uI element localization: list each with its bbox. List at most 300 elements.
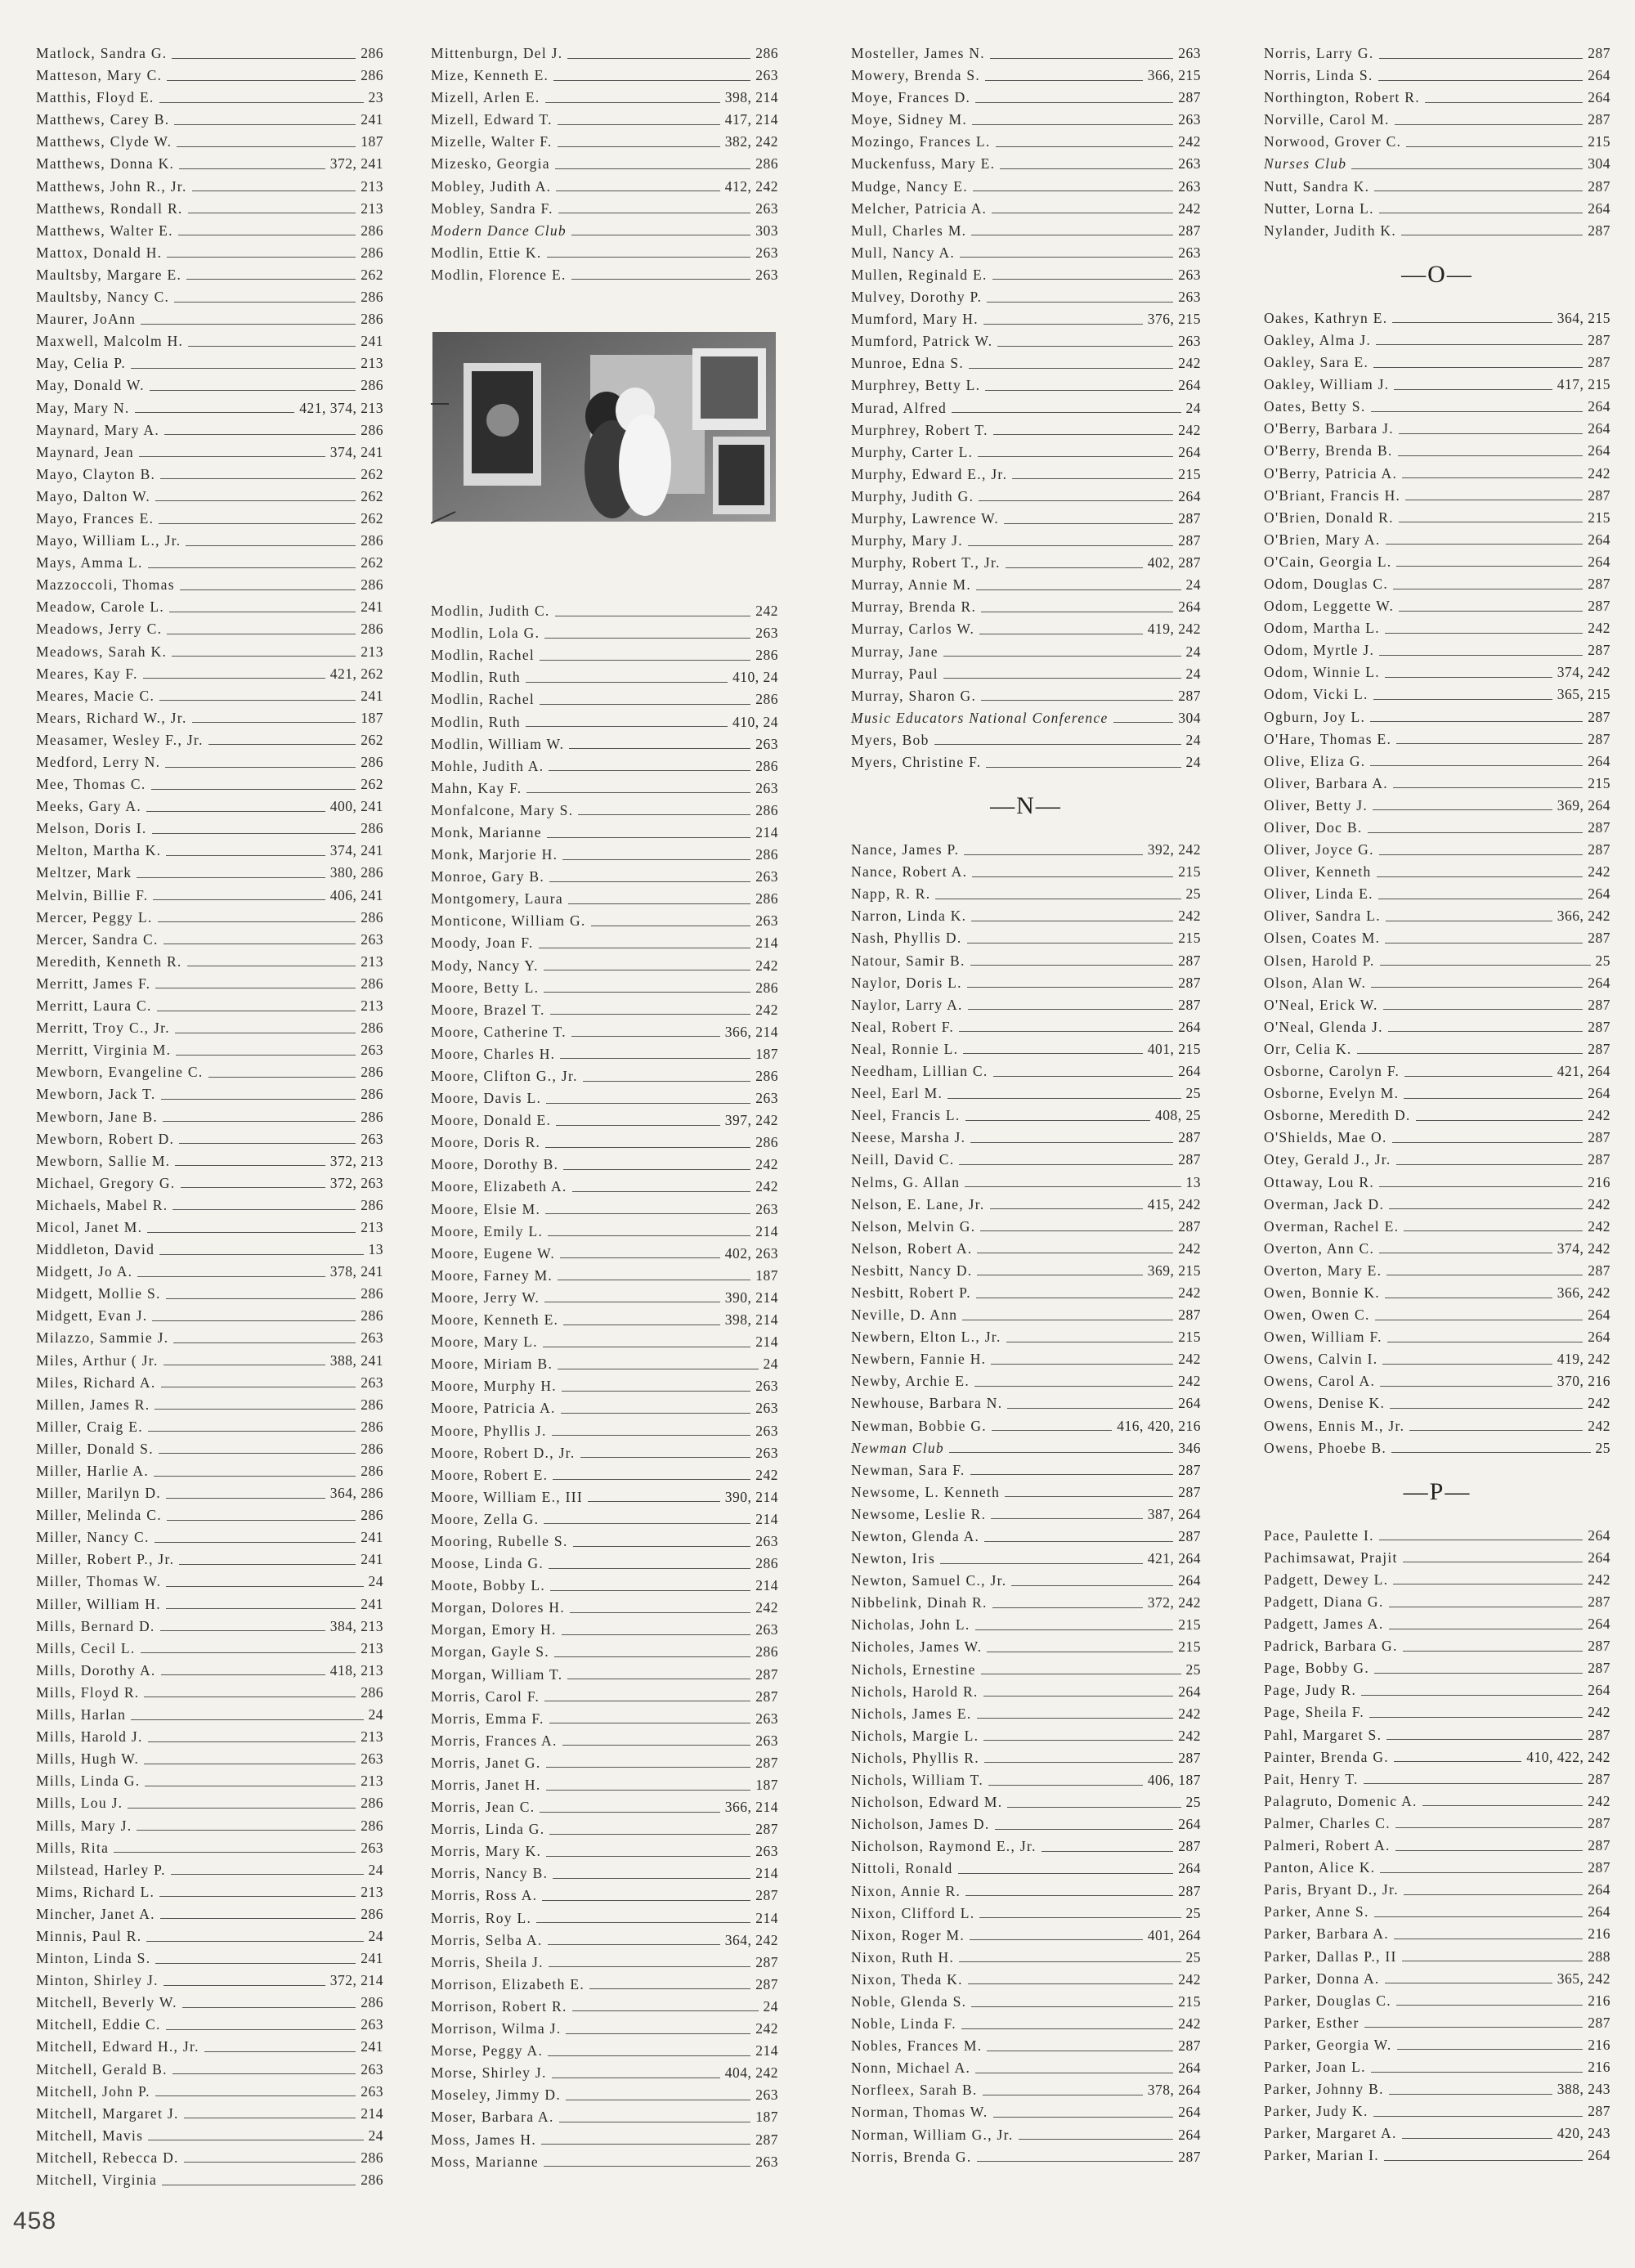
entry-pages: 263 — [755, 1200, 778, 1217]
entry-pages: 287 — [1178, 996, 1201, 1013]
leader-line — [567, 57, 750, 59]
index-entry — [36, 2081, 383, 2103]
index-entry — [851, 153, 1201, 175]
leader-line — [965, 1119, 1150, 1121]
entry-name: Mattox, Donald H. — [36, 244, 163, 261]
entry-pages: 242 — [1588, 1217, 1610, 1235]
entry-pages: 287 — [1588, 1262, 1610, 1279]
entry-name: Mobley, Judith A. — [431, 177, 552, 195]
leader-line — [148, 567, 356, 568]
entry-name: Nixon, Theda K. — [851, 1970, 963, 1988]
entry-pages: 263 — [755, 1532, 778, 1549]
index-entry — [1264, 817, 1610, 839]
entry-name: Morse, Shirley J. — [431, 2064, 547, 2082]
index-entry — [851, 1415, 1201, 1437]
leader-line — [1374, 190, 1583, 191]
leader-line — [164, 1364, 325, 1365]
index-entry — [1264, 220, 1610, 242]
entry-pages: 406, 187 — [1147, 1772, 1201, 1789]
entry-name: Moore, Miriam B. — [431, 1356, 553, 1373]
entry-name: Mayo, Frances E. — [36, 509, 155, 527]
entry-name: Mooring, Rubelle S. — [431, 1532, 568, 1549]
index-entry — [36, 176, 383, 198]
index-entry — [851, 1991, 1201, 2013]
entry-name: Norris, Brenda G. — [851, 2148, 972, 2165]
entry-pages: 287 — [1588, 1018, 1610, 1035]
entry-pages: 264 — [1178, 1816, 1201, 1833]
entry-pages: 262 — [361, 465, 383, 482]
entry-name: Music Educators National Conference — [851, 709, 1109, 726]
entry-pages: 286 — [361, 1108, 383, 1125]
leader-line — [987, 2050, 1173, 2051]
leader-line — [977, 2160, 1174, 2162]
leader-line — [981, 699, 1173, 701]
entry-pages: 366, 242 — [1557, 1284, 1610, 1301]
index-entry — [1264, 87, 1610, 109]
entry-pages: 398, 214 — [724, 89, 778, 106]
entry-name: Morris, Nancy B. — [431, 1865, 549, 1882]
leader-line — [1005, 1495, 1173, 1497]
entry-name: O'Shields, Mae O. — [1264, 1129, 1387, 1146]
index-entry — [1264, 1701, 1610, 1723]
entry-pages: 241 — [361, 1551, 383, 1568]
index-entry — [851, 1880, 1201, 1903]
leader-line — [166, 1298, 356, 1299]
index-entry — [431, 977, 778, 999]
entry-pages: 420, 243 — [1557, 2125, 1610, 2142]
leader-line — [155, 987, 356, 988]
entry-pages: 215 — [1588, 509, 1610, 526]
index-entry — [431, 1221, 778, 1243]
leader-line — [159, 101, 364, 103]
entry-pages: 264 — [1178, 1018, 1201, 1035]
entry-name: Mincher, Janet A. — [36, 1905, 155, 1922]
leader-line — [1379, 212, 1583, 213]
entry-name: Neel, Francis L. — [851, 1107, 961, 1124]
entry-pages: 242 — [1178, 1727, 1201, 1744]
leader-line — [965, 1894, 1173, 1896]
leader-line — [971, 2006, 1173, 2007]
leader-line — [947, 1097, 1180, 1099]
entry-name: Mee, Thomas C. — [36, 776, 146, 793]
entry-name: Neal, Ronnie L. — [851, 1040, 959, 1057]
entry-pages: 216 — [1588, 2036, 1610, 2053]
index-entry — [431, 153, 778, 175]
entry-name: Melvin, Billie F. — [36, 886, 149, 903]
index-entry — [1264, 684, 1610, 706]
index-entry — [36, 1261, 383, 1283]
entry-pages: 287 — [1588, 354, 1610, 371]
entry-name: Panton, Alice K. — [1264, 1859, 1376, 1876]
leader-line — [573, 1545, 751, 1547]
entry-name: Minton, Shirley J. — [36, 1972, 159, 1989]
index-entry — [851, 1038, 1201, 1060]
entry-pages: 287 — [1178, 952, 1201, 969]
entry-pages: 263 — [755, 199, 778, 217]
entry-pages: 287 — [755, 1887, 778, 1904]
leader-line — [1351, 168, 1583, 169]
entry-name: Midgett, Evan J. — [36, 1307, 148, 1324]
entry-pages: 378, 264 — [1147, 2082, 1201, 2099]
index-entry — [431, 1464, 778, 1486]
index-entry — [431, 1708, 778, 1730]
leader-line — [164, 943, 356, 944]
leader-line — [545, 101, 720, 103]
entry-pages: 366, 214 — [724, 1799, 778, 1816]
entry-pages: 24 — [368, 1861, 383, 1878]
leader-line — [987, 301, 1173, 303]
entry-pages: 287 — [1178, 2037, 1201, 2055]
entry-pages: 242 — [755, 603, 778, 620]
entry-pages: 215 — [1178, 1616, 1201, 1634]
leader-line — [1393, 787, 1583, 788]
entry-name: Parker, Douglas C. — [1264, 1992, 1391, 2009]
entry-pages: 263 — [1178, 289, 1201, 306]
entry-pages: 264 — [1588, 1329, 1610, 1346]
index-entry — [36, 929, 383, 951]
leader-line — [560, 1257, 720, 1258]
leader-line — [175, 1032, 356, 1033]
leader-line — [544, 991, 750, 993]
leader-line — [986, 766, 1180, 768]
leader-line — [1404, 1894, 1583, 1895]
index-entry — [851, 1016, 1201, 1038]
index-entry — [36, 773, 383, 796]
entry-pages: 263 — [755, 244, 778, 261]
entry-pages: 241 — [361, 687, 383, 704]
entry-pages: 242 — [755, 1466, 778, 1483]
entry-pages: 242 — [1588, 1195, 1610, 1212]
entry-pages: 187 — [361, 133, 383, 150]
entry-pages: 374, 241 — [329, 443, 383, 460]
index-entry — [431, 1397, 778, 1419]
entry-pages: 287 — [1588, 996, 1610, 1013]
entry-name: Mewborn, Jane B. — [36, 1108, 159, 1125]
entry-name: Myers, Christine F. — [851, 754, 982, 770]
leader-line — [1374, 1672, 1583, 1674]
index-entry — [851, 663, 1201, 685]
entry-name: Moye, Sidney M. — [851, 111, 967, 128]
leader-line — [558, 212, 750, 213]
index-entry — [851, 1194, 1201, 1216]
entry-name: Meltzer, Mark — [36, 864, 132, 881]
leader-line — [1378, 898, 1583, 899]
entry-pages: 401, 264 — [1147, 1926, 1201, 1943]
entry-name: Midgett, Jo A. — [36, 1263, 133, 1280]
index-entry — [36, 1616, 383, 1638]
leader-line — [1012, 477, 1173, 479]
index-entry — [431, 1486, 778, 1508]
index-entry — [36, 751, 383, 773]
leader-line — [975, 1629, 1174, 1630]
index-entry — [851, 1947, 1201, 1969]
entry-name: Morris, Roy L. — [431, 1909, 532, 1926]
index-entry — [431, 1176, 778, 1198]
index-entry — [431, 910, 778, 932]
entry-name: Nicholson, Raymond E., Jr. — [851, 1838, 1037, 1855]
entry-name: Nutt, Sandra K. — [1264, 177, 1370, 195]
leader-line — [553, 1478, 750, 1480]
index-entry — [36, 1106, 383, 1128]
index-entry — [431, 888, 778, 910]
leader-line — [162, 2184, 356, 2185]
entry-name: Morgan, Emory H. — [431, 1621, 557, 1638]
leader-line — [1385, 632, 1583, 634]
leader-line — [1384, 2159, 1583, 2161]
entry-name: Morris, Emma F. — [431, 1710, 544, 1727]
entry-name: Nesbitt, Nancy D. — [851, 1262, 973, 1279]
leader-line — [1379, 1186, 1583, 1187]
entry-name: Moore, Farney M. — [431, 1266, 553, 1284]
index-entry — [36, 818, 383, 840]
index-entry — [1264, 1149, 1610, 1171]
entry-pages: 213 — [361, 355, 383, 372]
leader-line — [1404, 1230, 1583, 1231]
leader-line — [1386, 543, 1583, 545]
entry-pages: 213 — [361, 1218, 383, 1235]
leader-line — [943, 655, 1181, 657]
index-entry — [431, 65, 778, 87]
entry-name: Merritt, Troy C., Jr. — [36, 1020, 170, 1037]
entry-name: Muckenfuss, Mary E. — [851, 155, 996, 173]
leader-line — [1361, 1694, 1583, 1696]
entry-pages: 241 — [361, 1950, 383, 1967]
entry-pages: 214 — [755, 1909, 778, 1926]
leader-line — [1395, 1827, 1583, 1828]
leader-line — [1380, 1385, 1552, 1387]
entry-pages: 264 — [1588, 420, 1610, 437]
index-entry — [1264, 1591, 1610, 1613]
index-entry — [851, 729, 1201, 751]
entry-pages: 25 — [1185, 1948, 1201, 1965]
entry-name: Murphy, Lawrence W. — [851, 509, 1000, 527]
entry-name: Odom, Vicki L. — [1264, 686, 1368, 703]
entry-pages: 287 — [1588, 708, 1610, 725]
entry-pages: 366, 214 — [724, 1023, 778, 1040]
index-entry — [431, 2106, 778, 2128]
leader-line — [169, 611, 356, 612]
index-entry — [1264, 839, 1610, 861]
entry-name: Owen, Owen C. — [1264, 1307, 1370, 1324]
index-entry — [36, 330, 383, 352]
index-entry — [851, 641, 1201, 663]
leader-line — [1379, 57, 1583, 59]
entry-pages: 287 — [1178, 1838, 1201, 1855]
entry-pages: 242 — [1178, 133, 1201, 150]
leader-line — [1387, 1341, 1583, 1342]
leader-line — [1382, 1363, 1552, 1365]
index-entry — [851, 1260, 1201, 1282]
index-entry — [1264, 1348, 1610, 1370]
entry-pages: 263 — [755, 1843, 778, 1860]
index-entry — [36, 1571, 383, 1593]
leader-line — [186, 545, 356, 546]
entry-name: Mills, Lou J. — [36, 1795, 123, 1812]
leader-line — [970, 964, 1174, 966]
entry-pages: 263 — [755, 735, 778, 752]
entry-pages: 286 — [361, 1440, 383, 1457]
leader-line — [970, 1473, 1174, 1475]
index-entry — [1264, 1547, 1610, 1569]
entry-pages: 286 — [361, 1817, 383, 1834]
leader-line — [154, 1475, 356, 1477]
index-entry — [851, 397, 1201, 419]
leader-line — [1399, 521, 1583, 522]
index-entry — [1264, 2056, 1610, 2078]
index-entry — [851, 1903, 1201, 1925]
leader-line — [1404, 1075, 1552, 1077]
entry-pages: 406, 241 — [329, 886, 383, 903]
index-entry — [431, 1375, 778, 1397]
entry-name: Monfalcone, Mary S. — [431, 801, 574, 818]
entry-name: Mitchell, John P. — [36, 2082, 150, 2100]
index-entry — [851, 1769, 1201, 1791]
leader-line — [571, 278, 751, 280]
entry-pages: 263 — [755, 868, 778, 885]
entry-pages: 24 — [368, 1706, 383, 1723]
index-entry — [36, 1992, 383, 2014]
leader-line — [979, 633, 1143, 634]
leader-line — [992, 1607, 1143, 1608]
index-entry — [851, 1703, 1201, 1725]
entry-pages: 264 — [1178, 443, 1201, 460]
index-entry — [431, 1087, 778, 1109]
index-entry — [36, 1682, 383, 1704]
entry-pages: 398, 214 — [724, 1311, 778, 1329]
leader-line — [1373, 2115, 1583, 2117]
index-entry — [1264, 1127, 1610, 1149]
entry-name: Newman, Bobbie G. — [851, 1417, 987, 1434]
leader-line — [973, 190, 1173, 191]
leader-line — [536, 1921, 750, 1923]
index-entry — [431, 1243, 778, 1265]
entry-name: Miller, Marilyn D. — [36, 1485, 161, 1502]
entry-pages: 287 — [1178, 1528, 1201, 1544]
entry-pages: 264 — [1178, 487, 1201, 504]
entry-name: Mills, Mary J. — [36, 1817, 132, 1834]
entry-pages: 264 — [1178, 598, 1201, 616]
leader-line — [192, 190, 356, 191]
entry-pages: 264 — [1588, 1307, 1610, 1324]
leader-line — [166, 2028, 356, 2030]
entry-name: Natour, Samir B. — [851, 952, 965, 969]
leader-line — [139, 455, 325, 457]
leader-line — [544, 1522, 750, 1524]
entry-name: Page, Judy R. — [1264, 1682, 1357, 1699]
entry-name: Nash, Phyllis D. — [851, 930, 962, 947]
leader-line — [158, 921, 356, 922]
leader-line — [174, 301, 356, 303]
leader-line — [1380, 1871, 1583, 1873]
index-entry — [431, 1862, 778, 1885]
index-entry — [1264, 485, 1610, 507]
leader-line — [161, 1098, 356, 1100]
index-entry — [431, 1952, 778, 1974]
leader-line — [995, 1828, 1174, 1830]
entry-pages: 418, 213 — [329, 1661, 383, 1679]
entry-pages: 390, 214 — [724, 1289, 778, 1306]
leader-line — [979, 1916, 1180, 1918]
entry-pages: 286 — [755, 757, 778, 774]
entry-name: Olsen, Coates M. — [1264, 930, 1381, 947]
entry-pages: 263 — [755, 266, 778, 283]
index-entry — [1264, 1923, 1610, 1945]
entry-name: Neill, David C. — [851, 1151, 955, 1168]
index-entry — [36, 1638, 383, 1660]
index-entry — [36, 264, 383, 286]
entry-name: Norwood, Grover C. — [1264, 133, 1402, 150]
index-entry — [1264, 1968, 1610, 1990]
entry-pages: 286 — [755, 155, 778, 173]
index-entry — [851, 1105, 1201, 1127]
leader-line — [1370, 764, 1583, 766]
index-entry — [36, 1881, 383, 1903]
entry-name: Mears, Richard W., Jr. — [36, 709, 187, 726]
leader-line — [997, 345, 1173, 347]
index-entry — [1264, 1879, 1610, 1901]
entry-name: Nichols, William T. — [851, 1772, 984, 1789]
index-entry — [1264, 1437, 1610, 1459]
leader-line — [1373, 809, 1552, 810]
entry-name: O'Neal, Erick W. — [1264, 996, 1378, 1013]
leader-line — [1402, 477, 1583, 478]
entry-name: Moore, Brazel T. — [431, 1001, 545, 1018]
entry-name: Newton, Glenda A. — [851, 1528, 980, 1544]
entry-pages: 286 — [361, 532, 383, 549]
leader-line — [558, 123, 720, 125]
index-entry — [1264, 1724, 1610, 1746]
entry-name: Page, Sheila F. — [1264, 1704, 1365, 1721]
leader-line — [548, 2055, 750, 2056]
entry-pages: 287 — [1588, 598, 1610, 615]
leader-line — [566, 2099, 750, 2100]
entry-pages: 287 — [1178, 687, 1201, 704]
entry-name: Miller, Thomas W. — [36, 1573, 162, 1590]
entry-name: Oates, Betty S. — [1264, 398, 1366, 415]
leader-line — [569, 747, 750, 749]
entry-pages: 263 — [1178, 177, 1201, 195]
leader-line — [961, 2028, 1173, 2029]
index-entry — [851, 1925, 1201, 1947]
entry-pages: 264 — [1178, 2104, 1201, 2121]
entry-pages: 13 — [1185, 1173, 1201, 1190]
index-entry — [851, 596, 1201, 618]
entry-pages: 215 — [1588, 774, 1610, 791]
leader-line — [549, 1965, 750, 1967]
index-entry — [851, 883, 1201, 905]
entry-name: Nicholson, Edward M. — [851, 1794, 1003, 1811]
leader-line — [1403, 1561, 1583, 1562]
index-entry — [851, 1282, 1201, 1304]
index-entry — [1264, 1835, 1610, 1857]
index-entry — [36, 1925, 383, 1948]
entry-pages: 287 — [1588, 1770, 1610, 1787]
entry-pages: 287 — [1588, 1151, 1610, 1168]
index-entry — [851, 2013, 1201, 2035]
entry-pages: 263 — [361, 2060, 383, 2078]
entry-pages: 263 — [1178, 45, 1201, 61]
entry-name: Oakley, William J. — [1264, 376, 1390, 393]
leader-line — [1386, 1274, 1583, 1275]
entry-pages: 410, 24 — [732, 669, 778, 686]
entry-pages: 286 — [755, 1068, 778, 1084]
entry-name: Paris, Bryant D., Jr. — [1264, 1881, 1399, 1898]
index-entry — [431, 242, 778, 264]
leader-line — [137, 1829, 356, 1831]
entry-pages: 287 — [1178, 532, 1201, 549]
index-entry — [431, 1730, 778, 1752]
leader-line — [166, 854, 325, 856]
